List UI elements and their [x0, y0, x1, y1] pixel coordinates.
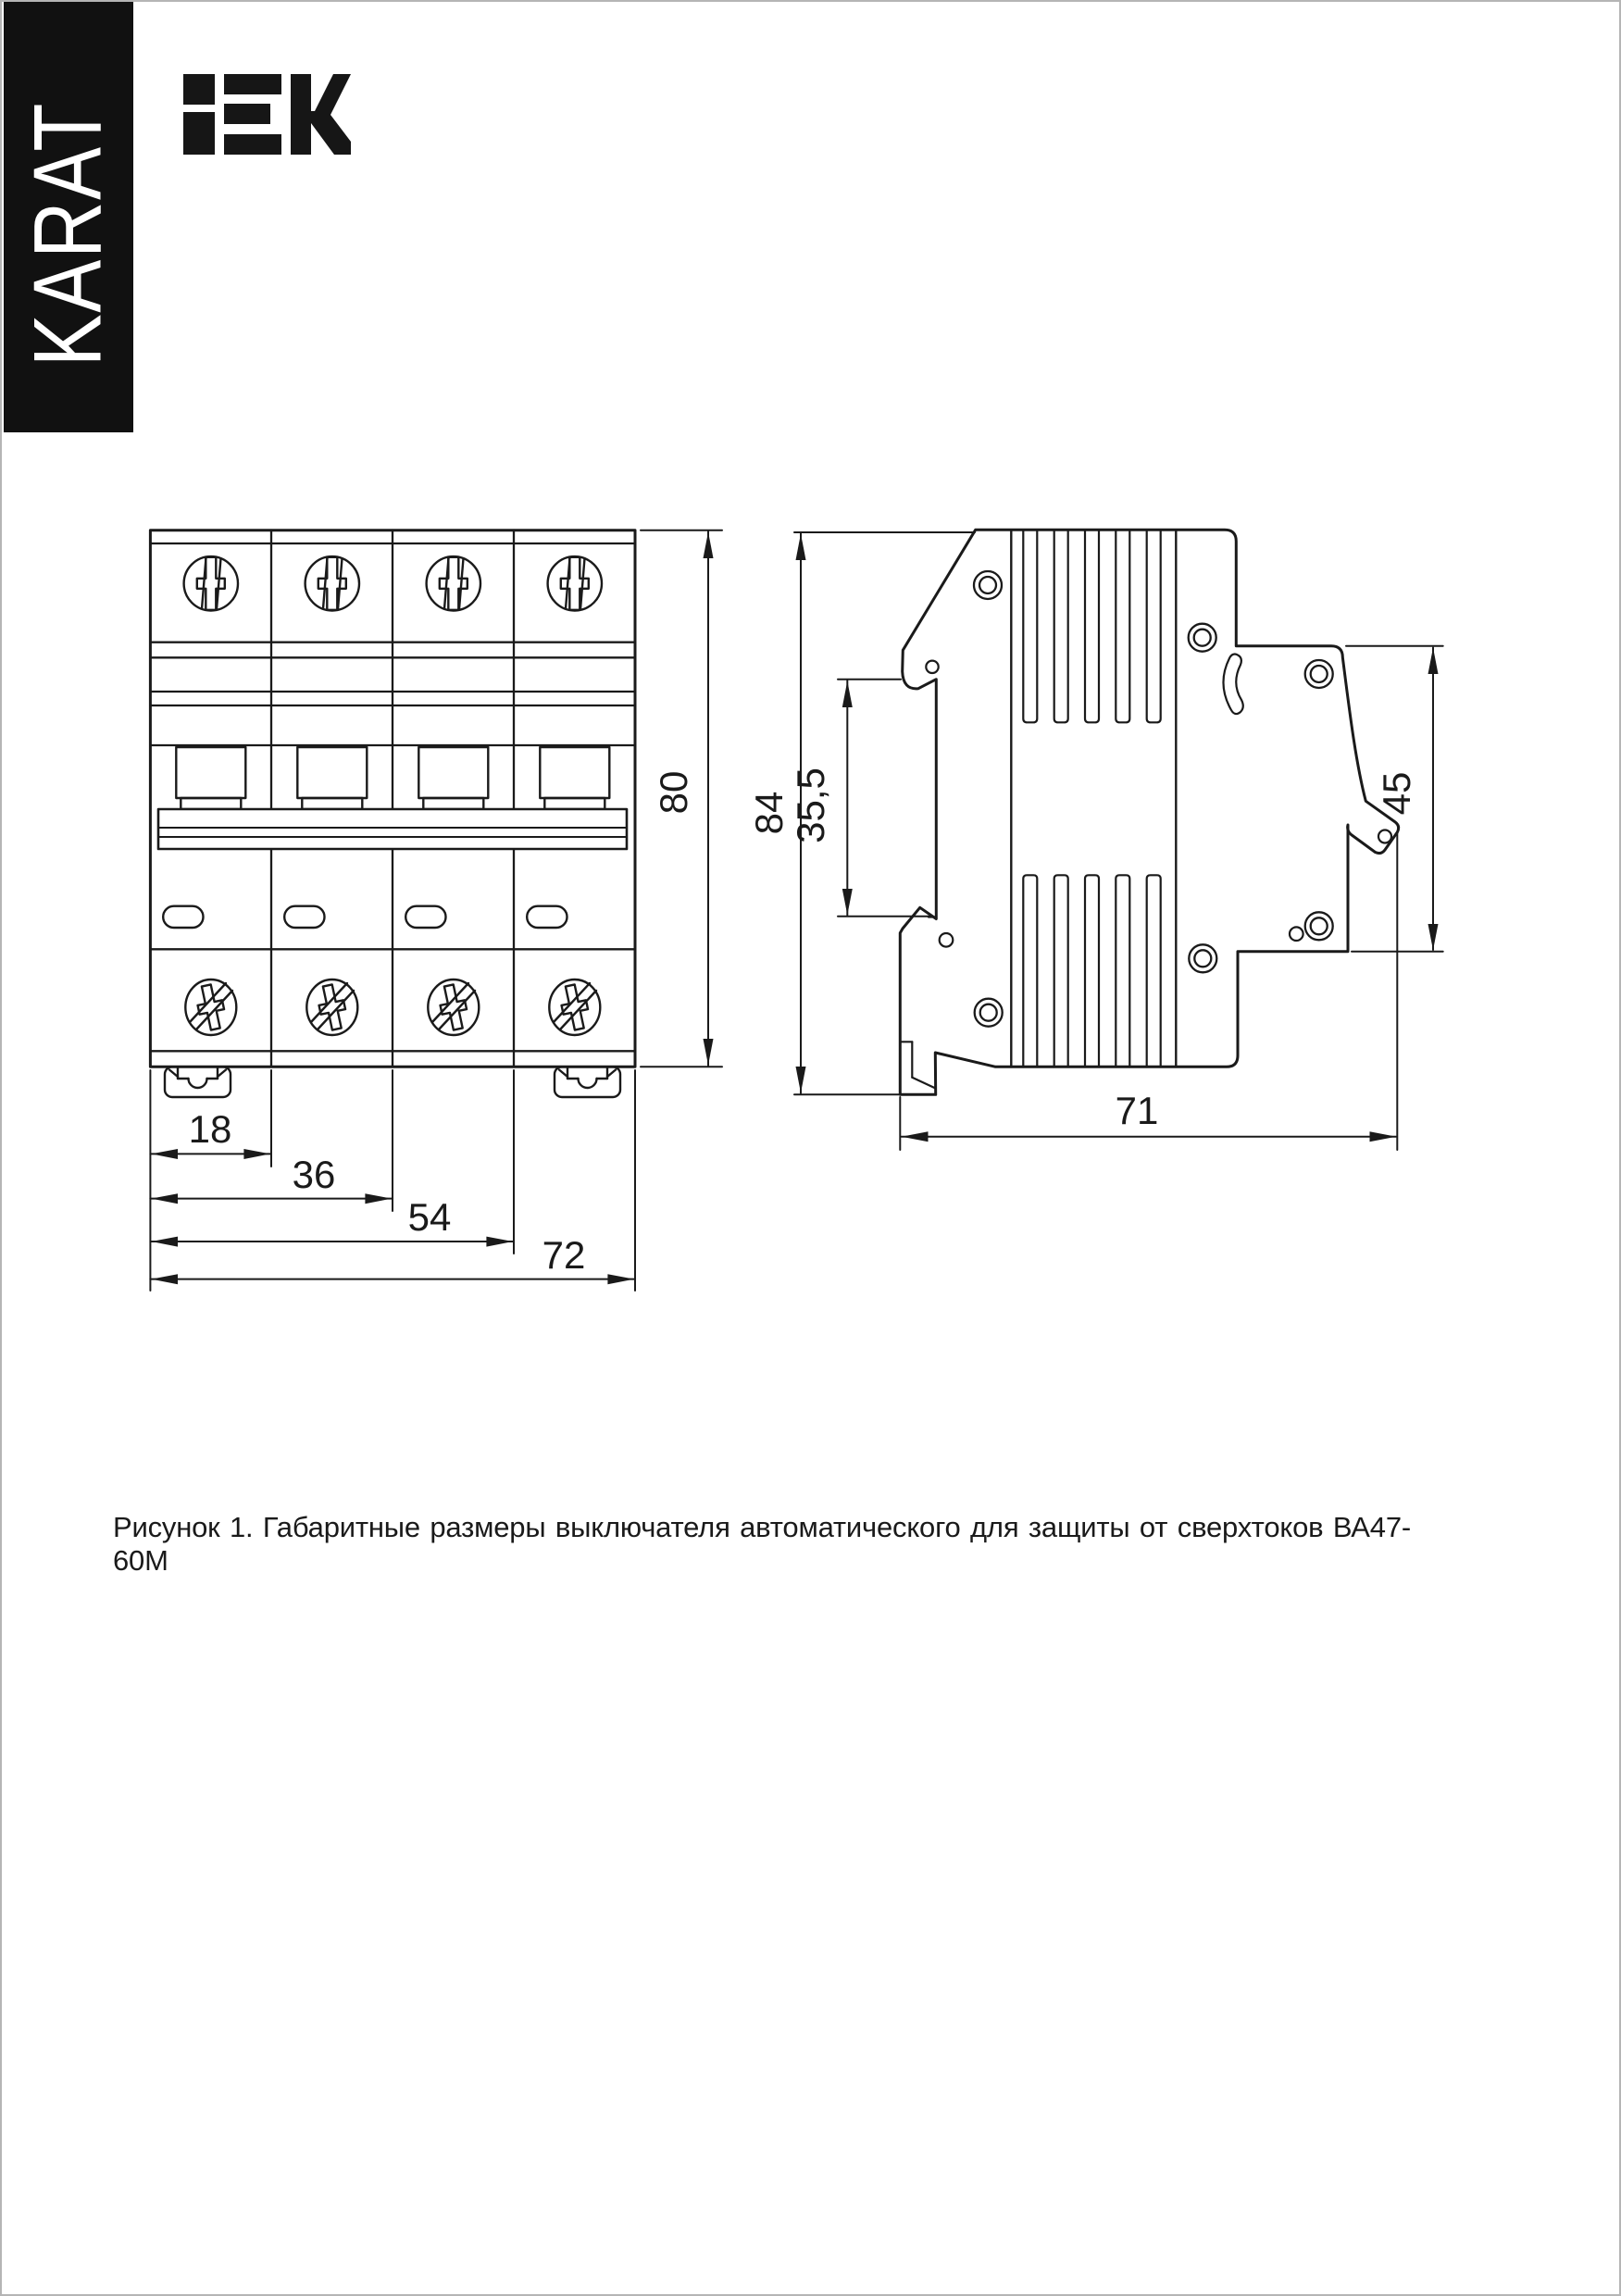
- arrow-down-icon: [796, 1067, 806, 1093]
- dim-label-54: 54: [407, 1195, 452, 1239]
- rivet-icon: [1305, 912, 1333, 940]
- arrow-left-icon: [151, 1237, 178, 1247]
- screw-terminal-icon: [305, 556, 359, 610]
- dim-80: [641, 530, 722, 1067]
- dim-35-5: [789, 680, 932, 917]
- front-view-drawing: [150, 530, 635, 1097]
- screw-terminal-icon: [185, 980, 236, 1035]
- arrow-up-icon: [796, 534, 806, 561]
- screw-terminal-icon: [184, 556, 238, 610]
- arrow-right-icon: [607, 1274, 634, 1284]
- indicator-windows: [163, 906, 567, 928]
- figure-caption: Рисунок 1. Габаритные размеры выключателя автоматического для защиты от сверхтоков ВА47-60М: [113, 1511, 1411, 1577]
- screw-terminal-icon: [306, 980, 357, 1035]
- pin-hole: [1290, 927, 1303, 941]
- latch-hole: [1378, 830, 1391, 843]
- side-view-drawing: [900, 530, 1398, 1094]
- arrow-right-icon: [243, 1149, 270, 1159]
- side-view-dimensions: [747, 532, 1443, 1150]
- screw-terminal-icon: [548, 556, 602, 610]
- arrow-left-icon: [902, 1131, 929, 1142]
- curved-slot: [1223, 655, 1242, 715]
- dim-71: [900, 832, 1397, 1150]
- dimension-drawing: [2, 2, 1621, 2296]
- arrow-up-icon: [842, 681, 853, 708]
- lever-pivot-hole: [926, 661, 938, 673]
- dim-label-71: 71: [1115, 1089, 1159, 1132]
- arrow-down-icon: [842, 889, 853, 915]
- pin-holes: [926, 661, 1391, 947]
- dim-18: [150, 1107, 271, 1159]
- arrow-down-icon: [704, 1039, 714, 1066]
- arrow-right-icon: [1370, 1131, 1397, 1142]
- din-foot-detail: [900, 917, 936, 1089]
- dim-label-84: 84: [747, 791, 791, 835]
- arrow-up-icon: [704, 532, 714, 559]
- dim-label-72: 72: [542, 1233, 586, 1277]
- toggle-tie-bar: [158, 809, 627, 849]
- rivet-icon: [1189, 944, 1216, 972]
- rivet-icon: [974, 571, 1002, 599]
- screw-terminal-icon: [428, 980, 479, 1035]
- dim-label-80: 80: [652, 770, 695, 815]
- arrow-up-icon: [1428, 648, 1439, 675]
- arrow-left-icon: [151, 1149, 178, 1159]
- arrow-right-icon: [486, 1237, 513, 1247]
- vent-slots-top: [1023, 530, 1160, 722]
- pin-hole: [940, 933, 954, 947]
- dim-label-35-5: 35,5: [789, 767, 832, 843]
- arrow-down-icon: [1428, 924, 1439, 950]
- arrow-left-icon: [151, 1193, 178, 1204]
- vent-slots-bottom: [1023, 875, 1160, 1067]
- dim-label-45: 45: [1375, 771, 1418, 816]
- dim-45: [1346, 646, 1443, 952]
- din-clip: [555, 1067, 620, 1097]
- arrow-left-icon: [151, 1274, 178, 1284]
- screw-terminal-icon: [549, 980, 600, 1035]
- din-clip: [165, 1067, 231, 1097]
- dim-84: [747, 532, 975, 1094]
- rivet-icons: [974, 571, 1333, 1027]
- screw-terminal-icon: [427, 556, 480, 610]
- rivet-icon: [975, 999, 1003, 1027]
- dim-54: [150, 1195, 514, 1247]
- dim-label-18: 18: [188, 1107, 232, 1151]
- dim-label-36: 36: [292, 1153, 336, 1196]
- arrow-right-icon: [365, 1193, 392, 1204]
- rivet-icon: [1189, 624, 1216, 652]
- brand-name-vertical: KARAT: [14, 101, 122, 368]
- rivet-icon: [1305, 660, 1333, 688]
